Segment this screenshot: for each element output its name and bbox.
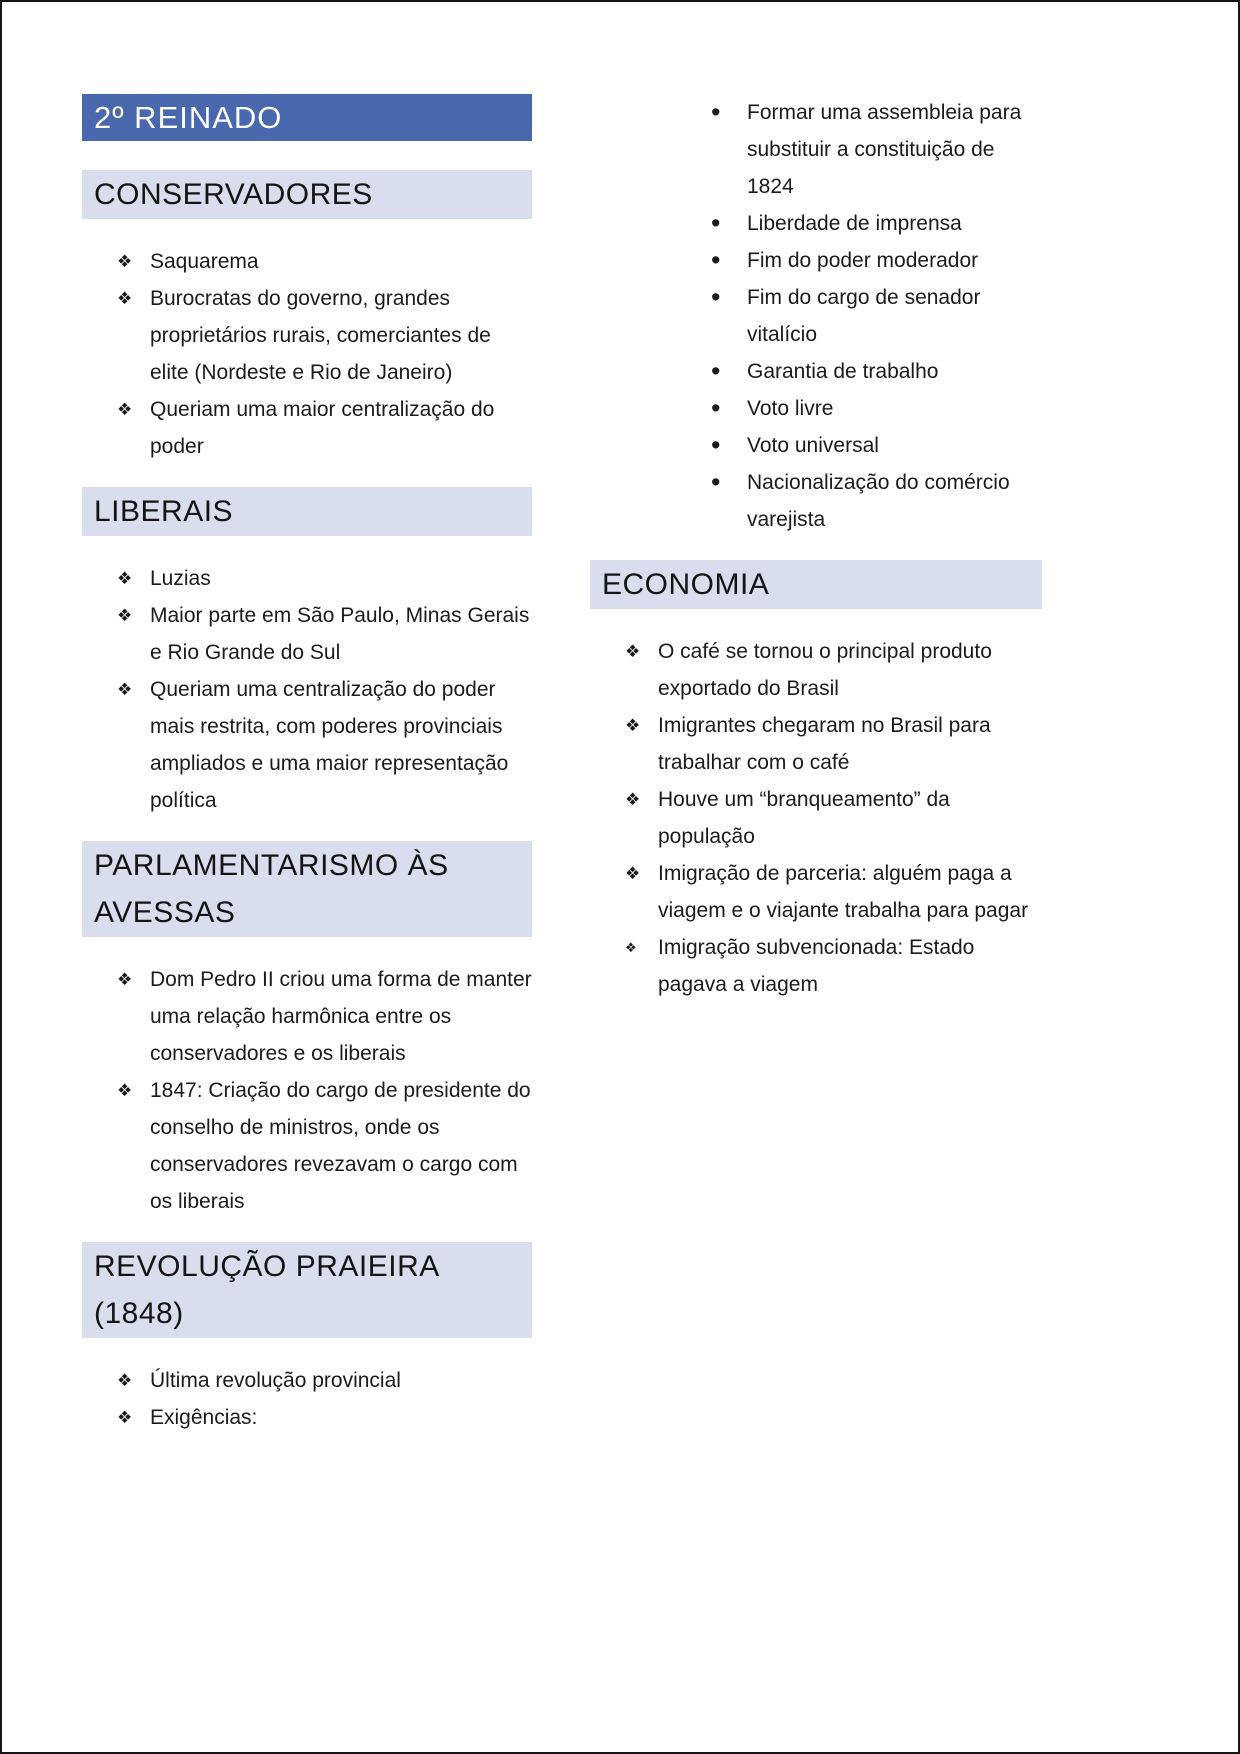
dot-bullet-icon: • (711, 97, 721, 127)
list-item: ❖ Exigências: (150, 1399, 532, 1436)
diamond-bullet-icon: ❖ (117, 1081, 133, 1100)
list-item: ❖ Imigração subvencionada: Estado pagava a viagem (658, 929, 1042, 1003)
list-item: ❖ Luzias (150, 560, 532, 597)
list-item: • Nacionalização do comércio varejista (747, 464, 1042, 538)
liberais-list (82, 560, 532, 819)
parlamentarismo-list (82, 961, 532, 1220)
diamond-bullet-icon: ❖ (117, 680, 133, 699)
list-item: • Voto universal (747, 427, 1042, 464)
page-title: 2º REINADO (82, 94, 532, 141)
list-item: ❖ Queriam uma centralização do poder mais restrita, com poderes provinciais ampliados e uma maior representação política (150, 671, 532, 819)
section-heading-parlamentarismo: PARLAMENTARISMO ÀS AVESSAS (82, 841, 532, 937)
diamond-bullet-icon: ❖ (117, 1371, 133, 1390)
revolucao-praieira-list (82, 1362, 532, 1436)
dot-bullet-icon: • (711, 282, 721, 312)
diamond-bullet-icon: ❖ (117, 252, 133, 271)
dot-bullet-icon: • (711, 208, 721, 238)
list-item: ❖ Dom Pedro II criou uma forma de manter uma relação harmônica entre os conservadores e os liberais (150, 961, 532, 1072)
dot-bullet-icon: • (711, 393, 721, 423)
section-heading-conservadores: CONSERVADORES (82, 170, 532, 219)
list-item: ❖ Houve um “branqueamento” da população (658, 781, 1042, 855)
diamond-bullet-icon: ❖ (117, 400, 133, 419)
diamond-bullet-icon: ❖ (117, 1408, 133, 1427)
diamond-bullet-icon: ❖ (117, 970, 133, 989)
dot-bullet-icon: • (711, 430, 721, 460)
diamond-bullet-icon: ❖ (625, 940, 637, 955)
section-heading-liberais: LIBERAIS (82, 487, 532, 536)
list-item: ❖ Maior parte em São Paulo, Minas Gerais e Rio Grande do Sul (150, 597, 532, 671)
diamond-bullet-icon: ❖ (625, 716, 641, 735)
list-item: • Voto livre (747, 390, 1042, 427)
list-item: ❖ Saquarema (150, 243, 532, 280)
dot-bullet-icon: • (711, 467, 721, 497)
list-item: ❖ Burocratas do governo, grandes proprietários rurais, comerciantes de elite (Nordeste e Rio de Janeiro) (150, 280, 532, 391)
diamond-bullet-icon: ❖ (117, 289, 133, 308)
list-item: • Garantia de trabalho (747, 353, 1042, 390)
diamond-bullet-icon: ❖ (117, 606, 133, 625)
list-item: • Fim do poder moderador (747, 242, 1042, 279)
conservadores-list (82, 243, 532, 465)
dot-bullet-icon: • (711, 356, 721, 386)
list-item: ❖ 1847: Criação do cargo de presidente do conselho de ministros, onde os conservadores revezavam o cargo com os liberais (150, 1072, 532, 1220)
list-item: • Fim do cargo de senador vitalício (747, 279, 1042, 353)
diamond-bullet-icon: ❖ (625, 864, 641, 883)
exigencias-list (590, 94, 1042, 538)
list-item: ❖ Imigração de parceria: alguém paga a viagem e o viajante trabalha para pagar (658, 855, 1042, 929)
list-item: ❖ Queriam uma maior centralização do poder (150, 391, 532, 465)
notes-document (2, 2, 1238, 1436)
left-column (82, 94, 532, 1436)
diamond-bullet-icon: ❖ (117, 569, 133, 588)
section-heading-economia: ECONOMIA (590, 560, 1042, 609)
section-heading-revolucao-praieira: REVOLUÇÃO PRAIEIRA (1848) (82, 1242, 532, 1338)
diamond-bullet-icon: ❖ (625, 790, 641, 809)
list-item: ❖ Imigrantes chegaram no Brasil para trabalhar com o café (658, 707, 1042, 781)
right-column (590, 94, 1042, 1436)
list-item: • Liberdade de imprensa (747, 205, 1042, 242)
list-item: • Formar uma assembleia para substituir a constituição de 1824 (747, 94, 1042, 205)
dot-bullet-icon: • (711, 245, 721, 275)
diamond-bullet-icon: ❖ (625, 642, 641, 661)
economia-list (590, 633, 1042, 1003)
list-item: ❖ O café se tornou o principal produto exportado do Brasil (658, 633, 1042, 707)
list-item: ❖ Última revolução provincial (150, 1362, 532, 1399)
